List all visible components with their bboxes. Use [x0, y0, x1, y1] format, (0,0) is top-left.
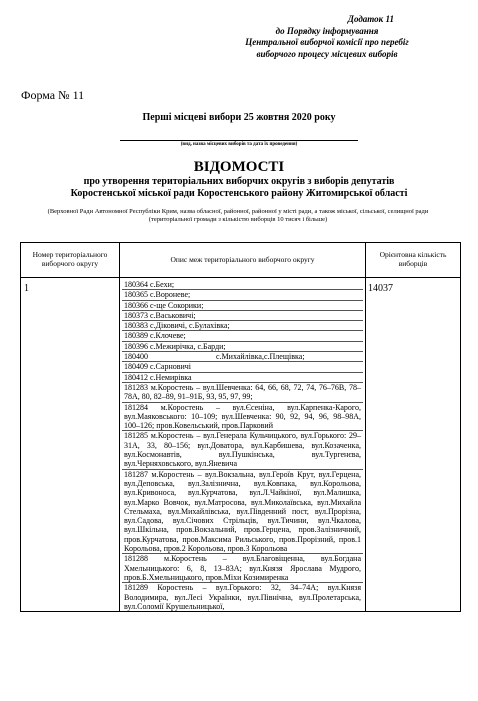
district-description — [120, 278, 366, 612]
voter-count: 14037 — [366, 278, 461, 612]
appendix-line: до Порядку інформування — [275, 25, 379, 36]
table-row — [21, 278, 461, 612]
list-item: 181283 м.Коростень – вул.Шевченка: 64, 66, 68, 72, 74, 76–76В, 78–78А, 80, 82–89, 91–91Б, 93, 95, 97, 99; — [124, 382, 361, 402]
document-title: ВІДОМОСТІ — [193, 159, 285, 175]
list-item: 180373 с.Васьковичі; — [122, 311, 363, 321]
list-item: 180412 с.Немирівка — [122, 373, 363, 383]
header-voters: Орієнтовна кількість виборців — [366, 243, 461, 278]
list-item: 180364 с.Бехи; — [122, 280, 363, 290]
districts-table — [20, 242, 461, 612]
list-item: 180366 с-ще Сокорики; — [122, 301, 363, 311]
district-number: 1 — [21, 278, 120, 612]
council-note: (Верховної Ради Автономної Республіки Крим, назва обласної, районної, районної у місті ради, а також міської, сільської, селищної ради (територіальної громади з кількістю виборців 10 тисяч і більше) — [47, 208, 429, 223]
appendix-block — [212, 14, 442, 60]
header-number: Номер територіального виборчого округу — [21, 243, 120, 278]
list-item: 181289 Коростень – вул.Горького: 32, 34–74А; вул.Князя Володимира, вул.Лесі Українки, вул.Північна, вул.Пролетарська, вул.Соломії Крушельницької, — [124, 583, 361, 611]
list-item: 180409 с.Сарновичі — [122, 362, 363, 372]
list-item: 180389 с.Клочеве; — [122, 331, 363, 341]
list-item: 180383 с.Діковичі, с.Булахівка; — [122, 321, 363, 331]
underline-caption: (вид, назва місцевих виборів та дата їх проведення) — [180, 142, 298, 147]
list-item: 181287 м.Коростень – вул.Вокзальна, вул.Героїв Крут, вул.Герцена, вул.Деповська, вул.Залізнична, вул.Ковпака, вул.Корольова, вул.Кривоноса, вул.Курчатова, вул.Л.Чайкіної, вул.Малишка, вул.Марко Вовчок, вул.Матросова, вул.Миколаївська, вул.Михайла Стельмаха, вул.Михайлівська, вул.Південний пост, вул.Прорізна, вул.Садова, вул.Січових Стрільців, вул.Тичини, вул.Чкалова, вул.Шкільна, пров.Вокзальний, пров.Герцена, пров.Залізничний, пров.Курчатова, пров.Максима Рильського, пров.Прорізний, пров.1 Корольова, пров.2 Корольова, пров.3 Корольова — [124, 469, 361, 554]
table-header-row — [21, 243, 461, 278]
document-subtitle: про утворення територіальних виборчих округів з виборів депутатів — [83, 176, 395, 187]
list-item: 180365 с.Вороневе; — [122, 290, 363, 300]
list-item: 180396 с.Межирічка, с.Барди; — [122, 342, 363, 352]
appendix-line: виборчого процесу місцевих виборів — [256, 48, 398, 59]
appendix-title: Додаток 11 — [347, 14, 394, 24]
appendix-line: Центральної виборчої комісії про перебіг — [245, 37, 409, 47]
document-subtitle: Коростенської міської ради Коростенського району Житомирської області — [70, 187, 408, 199]
form-number: Форма № 11 — [21, 88, 85, 102]
document-heading — [0, 158, 478, 199]
list-item: 180400 с.Михайлівка,с.Плещівка; — [122, 352, 363, 362]
header-description: Опис меж територіального виборчого округу — [120, 243, 366, 278]
list-item: 181285 м.Коростень – вул.Генерала Кульчицького, вул.Горького: 29–31А, 33, 80–156; вул.Доватора, вул.Карбишева, вул.Козаченка, вул.Космонавтів, вул.Пушкінська, вул.Тургенєва, вул.Черняховського, вул.Яневича — [124, 431, 361, 469]
list-item: 181284 м.Коростень – вул.Єсеніна, вул.Карпенка-Карого, вул.Маяковського: 10–109; вул.Шевченка: 90, 92, 94, 96, 98–98А, 100–126; пров.Ковельський, пров.Парковий — [124, 402, 361, 431]
underline-rule — [120, 140, 358, 141]
list-item: 181288 м.Коростень – вул.Благовіщенна, вул.Богдана Хмельницького: 6, 8, 13–83А; вул.Князя Ярослава Мудрого, пров.Б.Хмельницького, пров.Міхи Козимиренка — [124, 554, 361, 582]
elections-title: Перші місцеві вибори 25 жовтня 2020 року — [142, 112, 336, 123]
